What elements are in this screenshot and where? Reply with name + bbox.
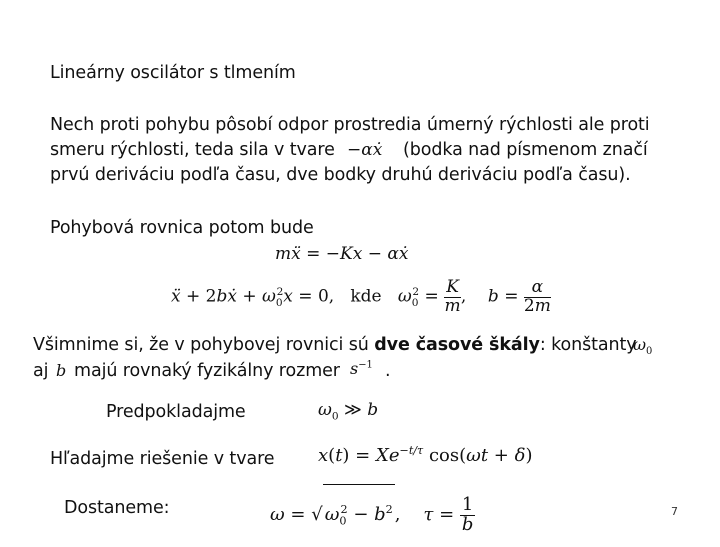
paragraph-line: . <box>385 361 391 381</box>
equation-normalized: ẍ + 2bẋ + $\omega_0^2x = 0$, kde $\omega_0^2$ = $\frac{K}{m}$ , b = $\frac{\alpha}{2m}$ <box>171 276 551 316</box>
unit-inverse-seconds: $s^{-1}$ <box>350 359 373 378</box>
page-number: 7 <box>671 505 678 518</box>
formula-assumption: $\omega_0$ ≫ b <box>318 400 379 423</box>
formula-damping-force: −αẋ <box>347 140 383 160</box>
assume-label: Predpokladajme <box>106 402 246 422</box>
paragraph-line: Nech proti pohybu pôsobí odpor prostredia úmerný rýchlosti ale proti <box>50 115 650 135</box>
paragraph-line: prvú deriváciu podľa času, dve bodky druhú deriváciu podľa času). <box>50 165 631 185</box>
slide-title: Lineárny oscilátor s tlmením <box>50 63 296 83</box>
paragraph-line: majú rovnaký fyzikálny rozmer <box>74 361 340 381</box>
emphasis-text: dve časové škály <box>374 335 540 355</box>
result-label: Dostaneme: <box>64 498 170 518</box>
paragraph-line: aj <box>33 361 49 381</box>
paragraph-line: Pohybová rovnica potom bude <box>50 218 314 238</box>
equation-of-motion: mẍ = −Kx − αẋ <box>275 244 409 264</box>
paragraph-line: (bodka nad písmenom značí <box>403 140 648 160</box>
symbol-omega0: $\omega_0$ <box>633 335 653 358</box>
symbol-b: b <box>56 361 67 380</box>
paragraph-line: smeru rýchlosti, teda sila v tvare <box>50 140 335 160</box>
paragraph-line: Všimnime si, že v pohybovej rovnici sú dve časové škály: konštanty <box>33 335 637 355</box>
formula-trial-solution: $x(t) = Xe^{-t/\tau}$ cos(ωt + δ) <box>318 444 533 466</box>
kde-label: kde <box>350 286 382 307</box>
formula-result: ω = √ $\omega_0^2 - b^2$ , τ = $\frac{1}{b}$ <box>270 484 475 547</box>
search-label: Hľadajme riešenie v tvare <box>50 449 275 469</box>
